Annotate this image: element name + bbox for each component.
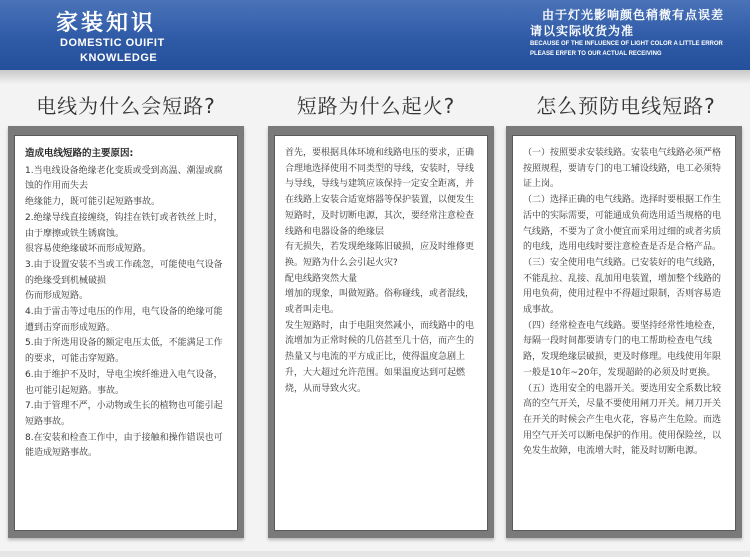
paragraph: 4.由于雷击等过电压的作用，电气设备的绝缘可能遭到击穿而形成短路。 <box>25 307 223 333</box>
paragraph: 1.当电线设备绝缘老化变质或受到高温、潮湿或腐蚀的作用而失去 <box>25 165 223 192</box>
paragraph: 发生短路时，由于电阻突然减小，而线路中的电流增加为正常时候的几倍甚至几十倍，而产生的热量又与电流的平方成正比，使得温度急剧上升，大大超过允许范围。如果温度达到可起燃烧，从而导致火灾。 <box>285 320 475 394</box>
banner-subtitle-line2: KNOWLEDGE <box>80 52 158 64</box>
paragraph: 6.由于维护不及时，导电尘埃纤维进入电气设备，也可能引起短路。事故。 <box>25 369 223 396</box>
card-fire-cause <box>268 126 494 538</box>
card-body <box>512 135 736 531</box>
card-prevention <box>506 126 742 538</box>
paragraph: 8.在安装和检查工作中，由于接触和操作错误也可能造成短路事故。 <box>25 432 223 459</box>
banner-subtitle-line1: DOMESTIC OUIFIT <box>60 37 165 49</box>
paragraph: （二）选择正确的电气线路。选择时要根据工作生活中的实际需要，可能通成负荷选用适当规格的电气线路，不要为了贪小便宜而采用过细的或者劣质的电线，选用电线时要注意检查是否是合格产品。 <box>523 195 722 253</box>
paragraph: 伤而形成短路。 <box>25 291 89 302</box>
paragraph: 3.由于设置安装不当或工作疏忽，可能使电气设备的绝缘受到机械破损 <box>25 259 223 286</box>
paragraph: 2.绝缘导线直接缠绕，钩挂在铁钉或者铁丝上时，由于摩擦或铁生锈腐蚀。 <box>25 212 223 239</box>
paragraph: （三）安全使用电气线路。已安装好的电气线路，不能乱拉、乱接、乱加用电装置，增加整个线路的用电负荷，使用过程中不得超过限制，否则容易造成事故。 <box>523 257 722 316</box>
banner-title: 家装知识 <box>56 11 157 36</box>
header-banner <box>0 0 750 70</box>
paragraph: 有无损失，若发现绝缘陈旧破损，应及时维修更换。短路为什么会引起火灾? <box>285 242 475 268</box>
card-heading: 造成电线短路的主要原因: <box>25 148 134 159</box>
card-short-circuit-cause <box>8 126 244 538</box>
column-title-prevention: 怎么预防电线短路? <box>536 94 716 118</box>
color-note-cn-line1: 由于灯光影响颜色稍微有点误差 <box>541 8 724 22</box>
paragraph: 绝缘能力，既可能引起短路事故。 <box>25 197 161 208</box>
card-body <box>14 135 238 531</box>
paragraph: 增加的现象，叫做短路。俗称碰线，或者混线，或者叫走电。 <box>285 289 475 316</box>
paragraph: 5.由于所选用设备的额定电压太低，不能满足工作的要求，可能击穿短路。 <box>25 338 223 365</box>
paragraph: 首先，要根据具体环境和线路电压的要求，正确合理地选择使用不同类型的导线，安装时，导线与导线，导线与建筑应该保持一定安全距离，并在线路上安装合适宽熔器等保护装置，以便发生短路时，及时切断电源，其次，要经常注意检查线路和电器设备的绝缘层 <box>285 148 475 237</box>
paragraph: （四）经常检查电气线路。要坚持经常性地检查，每隔一段时间都要请专门的电工帮助检查电气线路，发现绝缘层破损，更及时修理。电线使用年限一般是10年~20年，发现超龄的必须及时更换。 <box>523 320 722 378</box>
banner-shadow <box>0 70 750 84</box>
paragraph: （五）选用安全的电器开关。要选用安全系数比较高的空气开关，尽量不要使用闸刀开关。闸刀开关在开关的时候会产生电火花，容易产生危险。而选用空气开关可以断电保护的作用。使用保险丝，以免发生故障，电流增大时，能及时切断电源。 <box>523 383 722 457</box>
paragraph: 配电线路突然大量 <box>285 273 358 284</box>
color-note-en-line1: BECAUSE OF THE INFLUENCE OF LIGHT COLOR A LITTLE ERROR <box>530 41 723 47</box>
page-bottom-strip <box>0 551 750 557</box>
paragraph: 很容易使绝缘破坏而形成短路。 <box>25 244 152 255</box>
color-note-cn-line2: 请以实际收货为准 <box>530 24 635 38</box>
column-title-short-circuit-cause: 电线为什么会短路? <box>36 94 216 118</box>
card-body <box>274 135 488 531</box>
paragraph: 7.由于管理不严，小动物或生长的植物也可能引起短路事故。 <box>25 401 223 427</box>
color-note-en-line2: PLEASE ERFER TO OUR ACTUAL RECEIVING <box>530 51 662 57</box>
paragraph: （一）按照要求安装线路。安装电气线路必须严格按照规程，要请专门的电工辅设线路，电工必须特证上岗。 <box>523 148 722 190</box>
column-title-fire-cause: 短路为什么起火? <box>296 94 456 118</box>
